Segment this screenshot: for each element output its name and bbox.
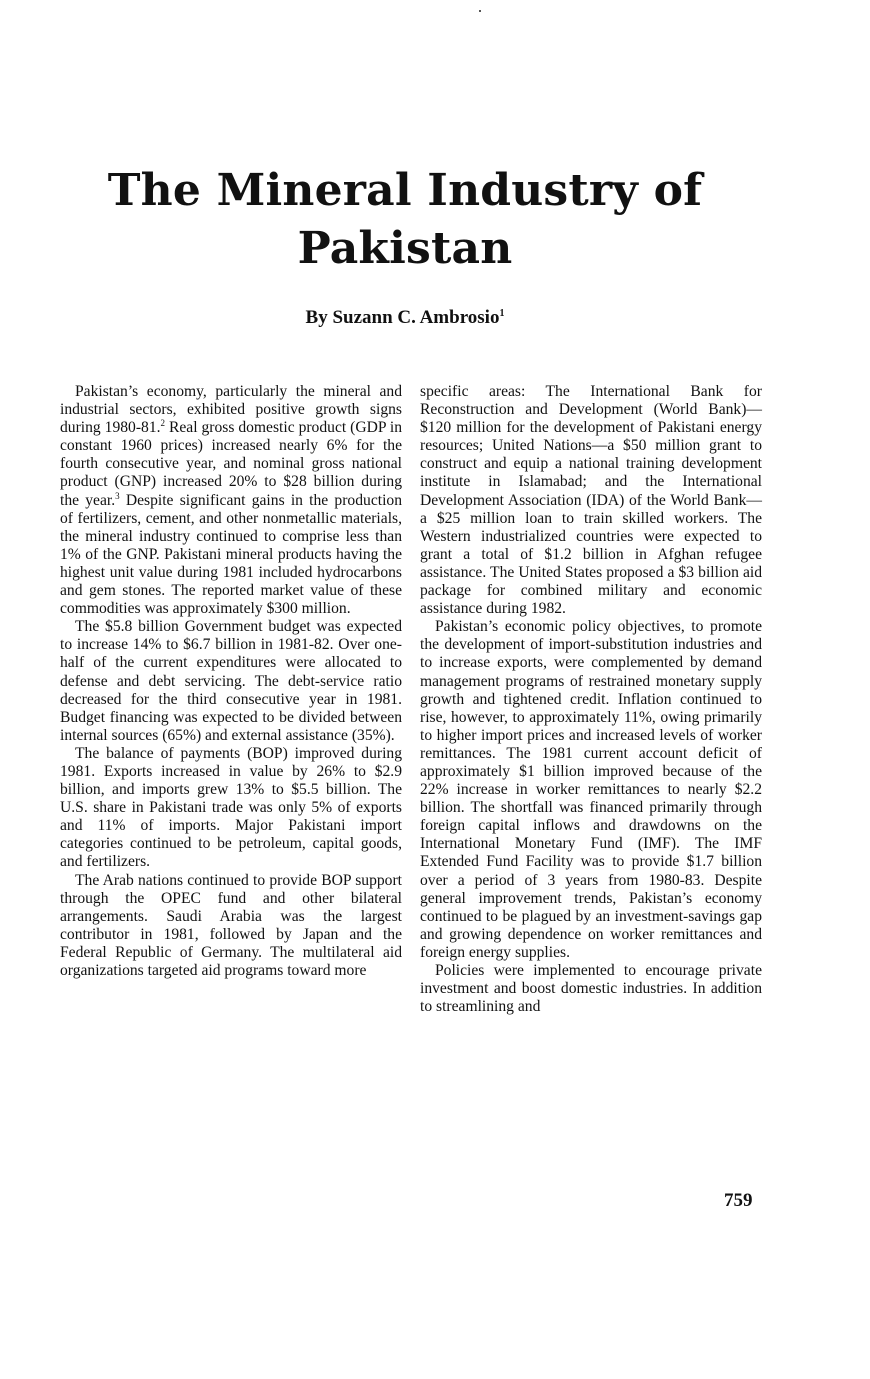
paragraph-arab-nations-support: The Arab nations continued to provide BOP support through the OPEC fund and other bilateral arrangements. Saudi Arabia was the largest contributor in 1981, followed by Japan and the Federal Republic of Germany. The multilateral aid organizations targeted aid programs toward more [60, 871, 402, 979]
paragraph-government-budget: The $5.8 billion Government budget was expected to increase 14% to $6.7 billion in 1981-82. Over one-half of the current expenditures were allocated to defense and debt servicing. The debt-service ratio decreased for the third consecutive year in 1981. Budget financing was expected to be divided between internal sources (65%) and external assistance (35%). [60, 618, 402, 744]
footnote-marker: 2 [160, 418, 166, 429]
title-line-1: The Mineral Industry of [107, 165, 703, 216]
page-number: 759 [724, 1190, 753, 1211]
left-text-column [60, 383, 402, 980]
scan-speck [479, 10, 481, 12]
paragraph-text: Pakistan’s economy, particularly the mineral and industrial sectors, exhibited positive growth signs during 1980-81. [60, 383, 402, 437]
footnote-marker: 1 [499, 308, 505, 319]
paragraph-text: Real gross domestic product (GDP in constant 1960 prices) increased nearly 6% for the fourth consecutive year, and nominal gross national product (GNP) increased 20% to $28 billion during the year. [60, 419, 403, 509]
author-byline [60, 302, 750, 330]
paragraph-balance-of-payments: The balance of payments (BOP) improved during 1981. Exports increased in value by 26% to $2.9 billion, and imports grew 13% to $5.5 billion. The U.S. share in Pakistani trade was only 5% of exports and 11% of imports. Major Pakistani import categories continued to be petroleum, capital goods, and fertilizers. [60, 744, 402, 871]
paragraph-private-investment: Policies were implemented to encourage private investment and boost domestic industries. In addition to streamlining and [420, 962, 762, 1016]
page-title [60, 162, 750, 278]
paragraph-economy-overview [60, 383, 402, 618]
paragraph-economic-policy: Pakistan’s economic policy objectives, to promote the development of import-substitution industries and to increase exports, were complemented by demand management programs of restrained monetary supply growth and tightened credit. Inflation continued to rise, however, to approximately 11%, owing primarily to higher import prices and increased levels of worker remittances. The 1981 current account deficit of approximately $1 billion improved because of the 22% increase in worker remittances to nearly $2.2 billion. The shortfall was financed primarily through foreign capital inflows and drawdowns on the International Monetary Fund (IMF). The IMF Extended Fund Facility was to provide $1.7 billion over a period of 3 years from 1980-83. Despite general improvement trends, Pakistan’s economy continued to be plagued by an investment-savings gap and growing dependence on worker remittances and foreign energy supplies. [420, 618, 762, 961]
paragraph-text: Despite significant gains in the production of fertilizers, cement, and other nonmetallic materials, the mineral industry continued to comprise less than 1% of the GNP. Pakistani mineral products having the highest unit value during 1981 included hydrocarbons and gem stones. The reported market value of these commodities was approximately $300 million. [60, 491, 402, 618]
footnote-marker: 3 [115, 490, 120, 501]
paragraph-aid-programs-continued: specific areas: The International Bank for Reconstruction and Development (World Bank)—$120 million for the development of Pakistani energy resources; United Nations—a $50 million grant to construct and equip a national training development institute in Islamabad; and the International Development Association (IDA) of the World Bank—a $25 million loan to train skilled workers. The Western industrialized countries were expected to grant a total of $1.2 billion in Afghan refugee assistance. The United States proposed a $3 billion aid package for combined military and economic assistance during 1982. [420, 383, 762, 618]
right-text-column [420, 383, 762, 1016]
author-name: By Suzann C. Ambrosio [305, 307, 500, 328]
title-line-2: Pakistan [297, 223, 513, 274]
